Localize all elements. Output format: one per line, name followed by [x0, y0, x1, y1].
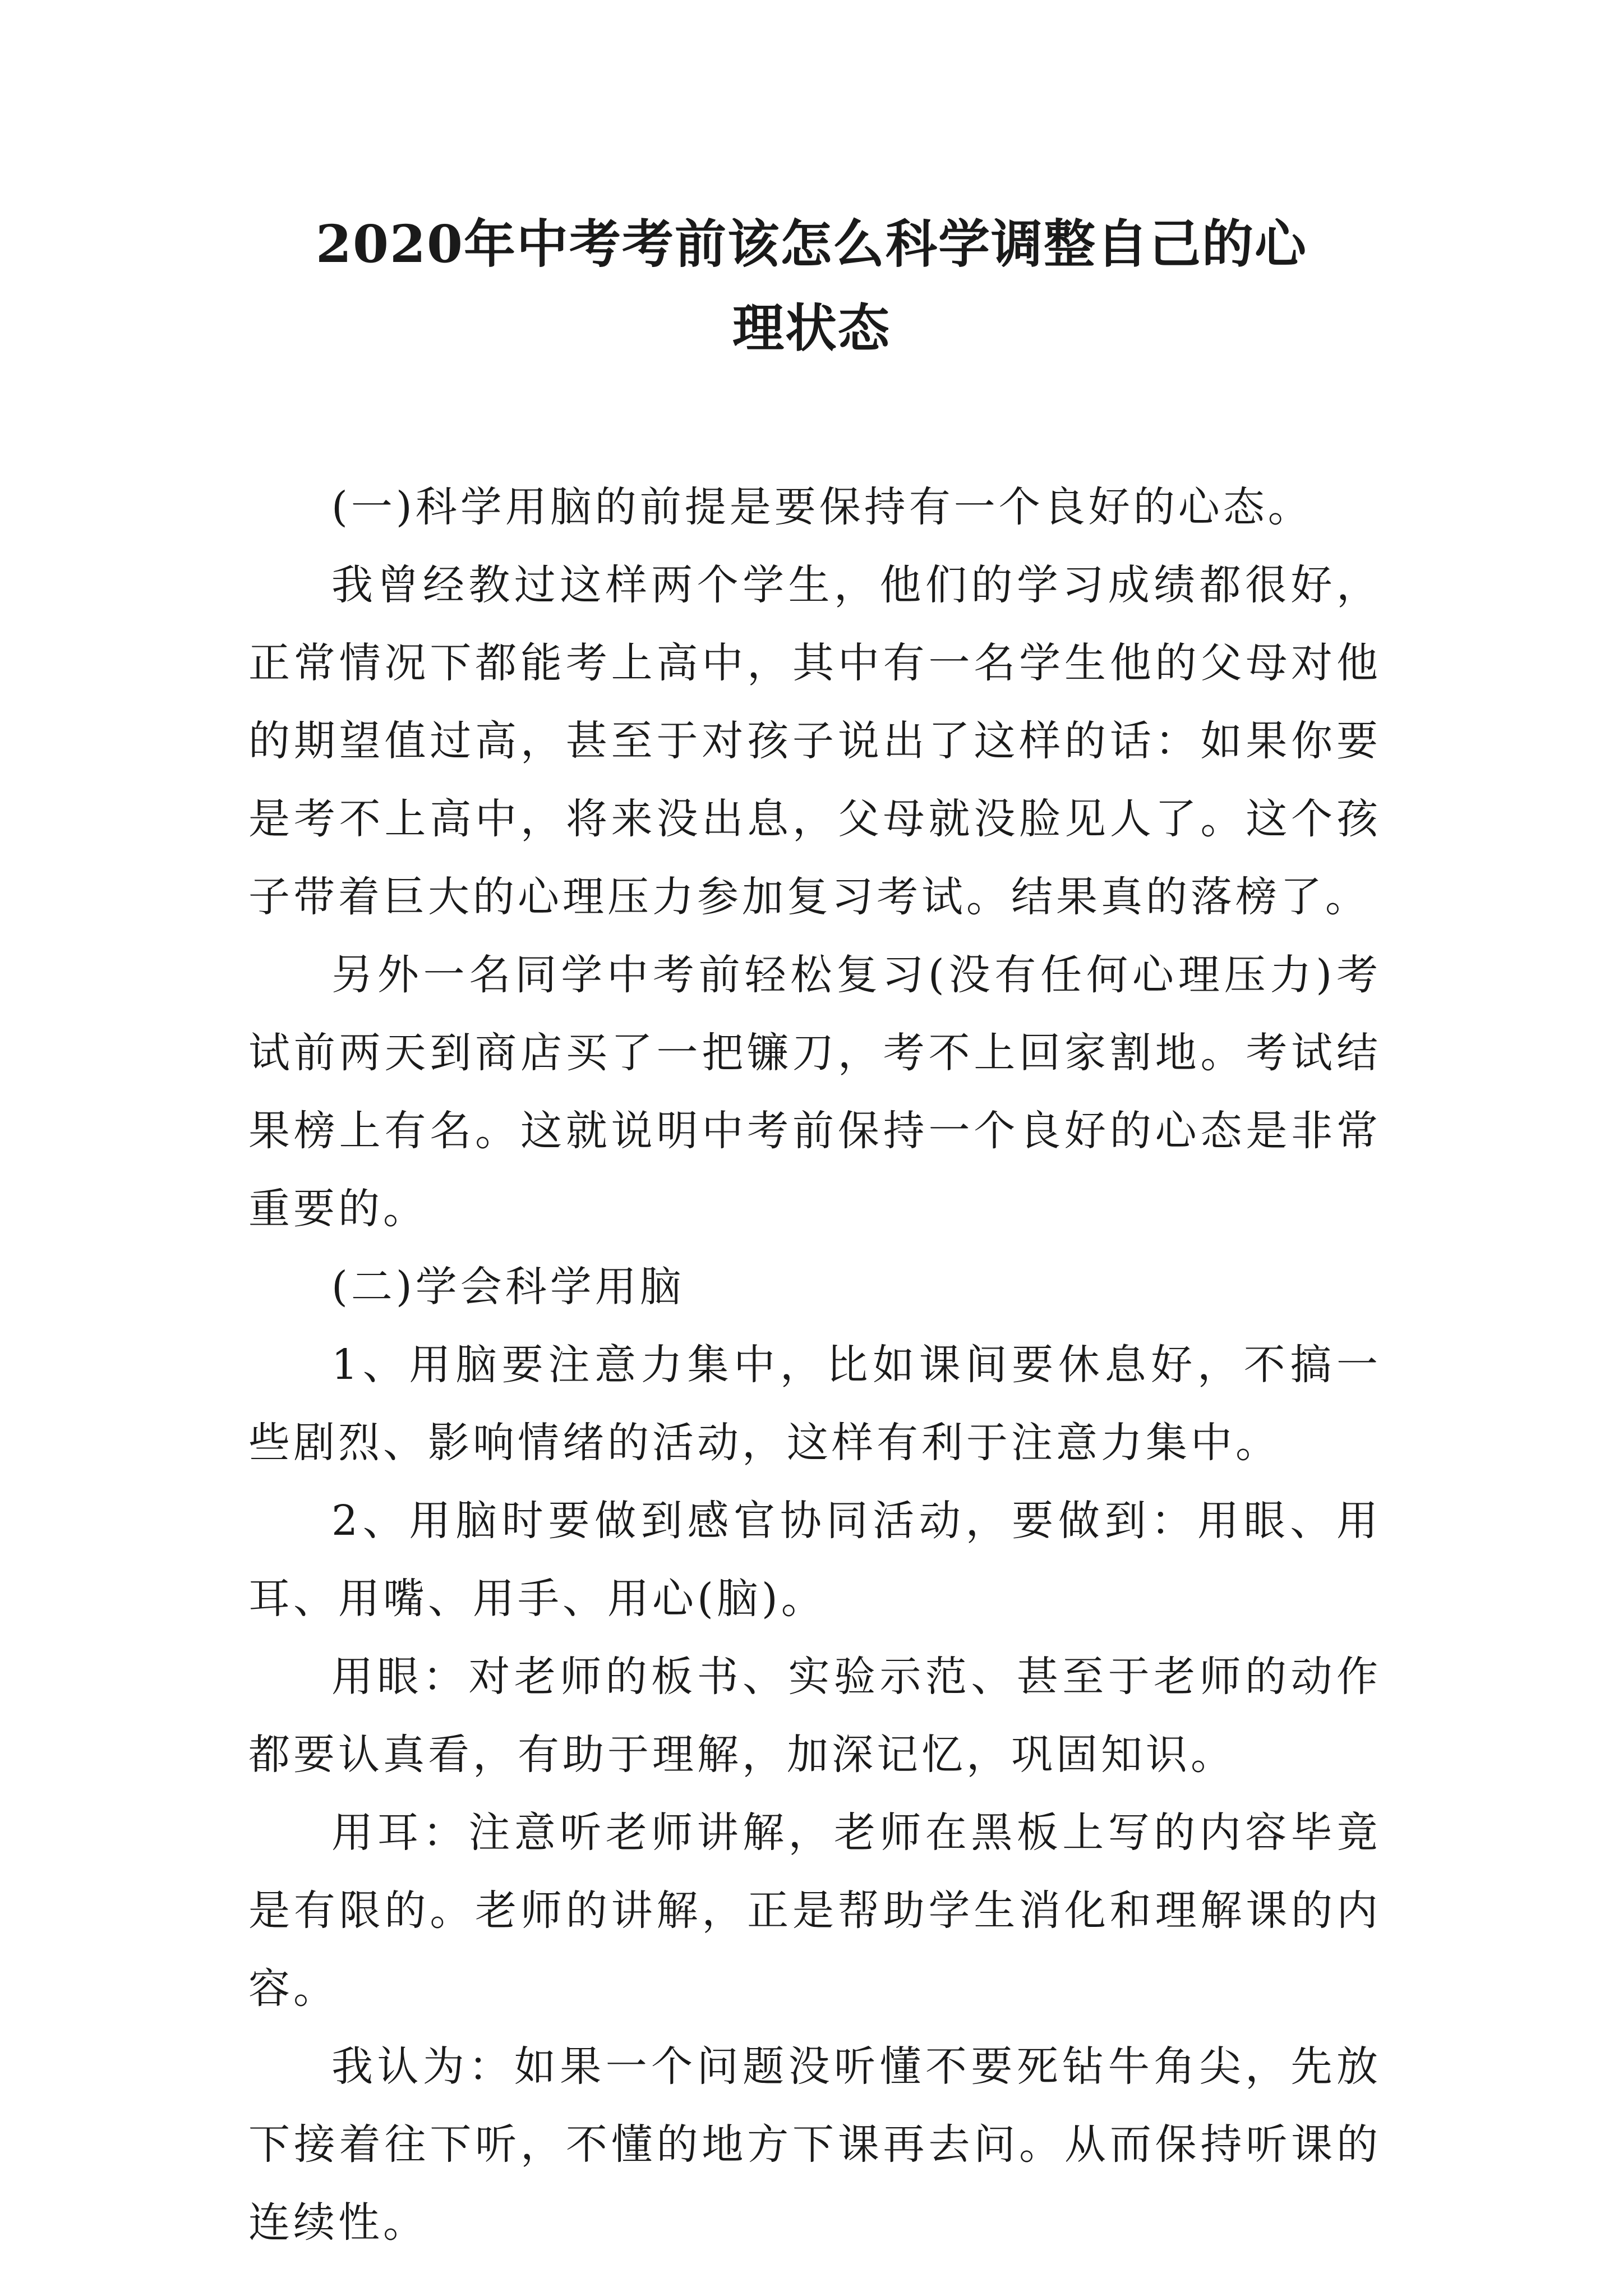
paragraph-use-eyes: 用眼：对老师的板书、实验示范、甚至于老师的动作都要认真看，有助于理解，加深记忆，巩固知识。: [248, 1653, 1381, 1779]
paragraph-use-ears: 用耳：注意听老师讲解，老师在黑板上写的内容毕竟是有限的。老师的讲解，正是帮助学生消化和理解课的内容。: [248, 1809, 1381, 2013]
paragraph-point-1: 1、用脑要注意力集中，比如课间要休息好，不搞一些剧烈、影响情绪的活动，这样有利于注意力集中。: [248, 1341, 1381, 1467]
paragraph-point-2: 2、用脑时要做到感官协同活动，要做到：用眼、用耳、用嘴、用手、用心(脑)。: [248, 1497, 1381, 1623]
paragraph-opinion: 我认为：如果一个问题没听懂不要死钻牛角尖，先放下接着往下听，不懂的地方下课再去问。从而保持听课的连续性。: [248, 2042, 1381, 2247]
paragraph-section-2-heading: (二)学会科学用脑: [331, 1263, 685, 1311]
title-line-1: 2020年中考考前该怎么科学调整自己的心: [315, 214, 1308, 274]
paragraph-section-1-heading: (一)科学用脑的前提是要保持有一个良好的心态。: [331, 483, 1313, 531]
paragraph-story-student-two: 另外一名同学中考前轻松复习(没有任何心理压力)考试前两天到商店买了一把镰刀，考不上回家割地。考试结果榜上有名。这就说明中考前保持一个良好的心态是非常重要的。: [248, 951, 1381, 1233]
title-line-2: 理状态: [732, 298, 891, 358]
document-title: [247, 202, 1376, 370]
document-body: [248, 468, 1381, 2262]
paragraph-story-student-one: 我曾经教过这样两个学生，他们的学习成绩都很好，正常情况下都能考上高中，其中有一名学生他的父母对他的期望值过高，甚至于对孩子说出了这样的话：如果你要是考不上高中，将来没出息，父母就没脸见人了。这个孩子带着巨大的心理压力参加复习考试。结果真的落榜了。: [248, 561, 1381, 921]
